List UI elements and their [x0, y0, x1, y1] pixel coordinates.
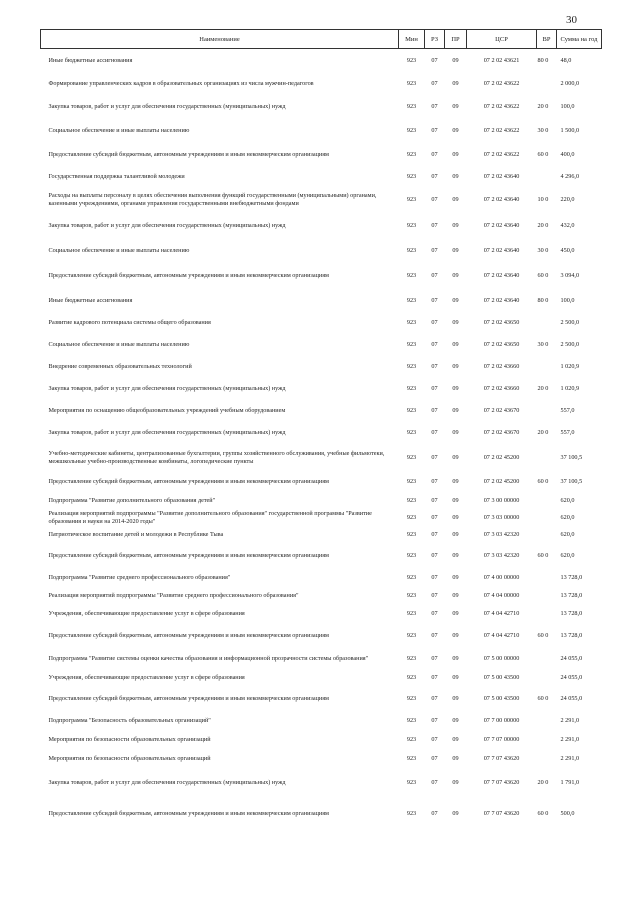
cell-vr: 60 0 [537, 150, 549, 158]
cell-csr: 07 7 07 43620 [483, 779, 520, 786]
cell-rz: 07 [431, 272, 438, 279]
cell-csr: 07 3 03 42320 [483, 552, 520, 559]
cell-csr: 07 4 04 42710 [483, 632, 520, 639]
cell-rz: 07 [431, 531, 438, 538]
cell-rz: 07 [431, 454, 438, 461]
cell-min: 923 [406, 592, 417, 599]
cell-min: 923 [406, 341, 417, 348]
cell-pr: 09 [452, 478, 459, 485]
table-row [41, 263, 602, 289]
table-row [41, 213, 602, 239]
cell-pr: 09 [452, 574, 459, 581]
cell-name: Мероприятия по безопасности образовательных организаций [48, 735, 211, 743]
cell-csr: 07 2 02 45200 [483, 478, 520, 485]
cell-pr: 09 [452, 552, 459, 559]
cell-rz: 07 [431, 592, 438, 599]
cell-vr [537, 493, 557, 509]
table-row [41, 587, 602, 605]
cell-pr: 09 [452, 127, 459, 134]
cell-vr [537, 587, 557, 605]
cell-csr: 07 2 02 43622 [483, 103, 520, 110]
cell-csr: 07 3 03 00000 [483, 514, 520, 521]
cell-name: Закупка товаров, работ и услуг для обеспечения государственных (муниципальных) нужд [48, 102, 286, 110]
cell-vr [537, 569, 557, 587]
cell-pr: 09 [452, 297, 459, 304]
cell-name: Предоставление субсидий бюджетным, автономным учреждениям и иным некоммерческим организациям [48, 477, 329, 485]
cell-csr: 07 5 00 00000 [483, 655, 520, 662]
cell-min: 923 [406, 531, 417, 538]
cell-min: 923 [406, 610, 417, 617]
cell-pr: 09 [452, 810, 459, 817]
cell-csr: 07 7 00 00000 [483, 717, 520, 724]
table-row [41, 49, 602, 73]
cell-pr: 09 [452, 429, 459, 436]
cell-sum: 620,0 [560, 552, 575, 559]
table-row [41, 187, 602, 213]
cell-sum: 1 791,0 [560, 779, 580, 786]
cell-min: 923 [406, 454, 417, 461]
cell-min: 923 [406, 632, 417, 639]
cell-rz: 07 [431, 407, 438, 414]
cell-sum: 37 100,5 [560, 478, 583, 485]
table-row [41, 289, 602, 313]
table-row [41, 357, 602, 377]
cell-sum: 2 291,0 [560, 717, 580, 724]
table-row [41, 569, 602, 587]
cell-min: 923 [406, 717, 417, 724]
cell-csr: 07 4 00 00000 [483, 574, 520, 581]
cell-sum: 1 020,9 [560, 363, 580, 370]
cell-sum: 400,0 [560, 151, 575, 158]
cell-name: Закупка товаров, работ и услуг для обеспечения государственных (муниципальных) нужд [48, 428, 286, 436]
cell-name: Формирование управленческих кадров в образовательных организациях из числа мужчин-педагогов [48, 79, 314, 87]
cell-rz: 07 [431, 755, 438, 762]
cell-csr: 07 2 02 43660 [483, 385, 520, 392]
cell-min: 923 [406, 247, 417, 254]
table-row [41, 401, 602, 421]
cell-min: 923 [406, 363, 417, 370]
cell-vr [537, 73, 557, 95]
cell-sum: 2 000,0 [560, 80, 580, 87]
cell-pr: 09 [452, 717, 459, 724]
cell-sum: 24 055,0 [560, 655, 583, 662]
cell-vr [537, 445, 557, 471]
cell-rz: 07 [431, 674, 438, 681]
cell-min: 923 [406, 779, 417, 786]
cell-name: Подпрограмма "Развитие среднего профессионального образования" [48, 573, 231, 581]
cell-rz: 07 [431, 695, 438, 702]
cell-name: Государственная поддержка талантливой молодежи [48, 172, 185, 180]
cell-name: Внедрение современных образовательных технологий [48, 362, 192, 370]
cell-csr: 07 2 02 43670 [483, 429, 520, 436]
cell-name: Предоставление субсидий бюджетным, автономным учреждениям и иным некоммерческим организациям [48, 271, 329, 279]
cell-sum: 1 500,0 [560, 127, 580, 134]
cell-csr: 07 2 02 43640 [483, 196, 520, 203]
cell-csr: 07 2 02 43640 [483, 222, 520, 229]
cell-vr: 60 0 [537, 551, 549, 559]
cell-sum: 24 055,0 [560, 674, 583, 681]
cell-csr: 07 2 02 43621 [483, 57, 520, 65]
cell-pr: 09 [452, 80, 459, 87]
cell-pr: 09 [452, 497, 459, 504]
cell-min: 923 [406, 407, 417, 414]
table-row [41, 711, 602, 731]
cell-rz: 07 [431, 247, 438, 254]
cell-min: 923 [406, 674, 417, 681]
cell-sum: 500,0 [560, 810, 575, 817]
cell-rz: 07 [431, 514, 438, 521]
cell-vr [537, 731, 557, 749]
cell-vr: 60 0 [537, 477, 549, 485]
cell-name: Предоставление субсидий бюджетным, автономным учреждениям и иным некоммерческим организациям [48, 631, 329, 639]
cell-min: 923 [406, 655, 417, 662]
cell-min: 923 [406, 574, 417, 581]
cell-rz: 07 [431, 574, 438, 581]
table-row [41, 527, 602, 543]
cell-name: Предоставление субсидий бюджетным, автономным учреждениям и иным некоммерческим организациям [48, 551, 329, 559]
cell-min: 923 [406, 514, 417, 521]
cell-min: 923 [406, 272, 417, 279]
table-row [41, 239, 602, 263]
cell-sum: 557,0 [560, 407, 575, 414]
cell-min: 923 [406, 127, 417, 134]
cell-csr: 07 2 02 43640 [483, 272, 520, 279]
cell-sum: 48,0 [560, 57, 572, 65]
header-min: Мин [399, 30, 425, 49]
cell-rz: 07 [431, 779, 438, 786]
cell-pr: 09 [452, 385, 459, 392]
cell-name: Учреждения, обеспечивающие предоставление услуг в сфере образования [48, 673, 245, 681]
cell-csr: 07 2 02 45200 [483, 454, 520, 461]
cell-pr: 09 [452, 363, 459, 370]
cell-pr: 09 [452, 173, 459, 180]
cell-name: Социальное обеспечение и иные выплаты населению [48, 246, 190, 254]
cell-name: Иные бюджетные ассигнования [48, 56, 133, 64]
header-sum: Сумма на год [557, 30, 602, 49]
cell-csr: 07 3 03 42320 [483, 531, 520, 538]
cell-pr: 09 [452, 610, 459, 617]
table-row [41, 749, 602, 769]
cell-rz: 07 [431, 810, 438, 817]
header-csr: ЦСР [467, 30, 537, 49]
cell-rz: 07 [431, 736, 438, 743]
table-row [41, 333, 602, 357]
cell-pr: 09 [452, 319, 459, 326]
cell-vr [537, 669, 557, 687]
cell-csr: 07 2 02 43622 [483, 80, 520, 87]
cell-rz: 07 [431, 222, 438, 229]
cell-name: Предоставление субсидий бюджетным, автономным учреждениям и иным некоммерческим организациям [48, 150, 329, 158]
cell-pr: 09 [452, 407, 459, 414]
cell-name: Реализация мероприятий подпрограммы "Развитие дополнительного образования" государственной программы "Развитие образования и науки на 2014-2020 годы" [48, 509, 372, 525]
cell-vr: 80 0 [537, 56, 549, 64]
table-row [41, 731, 602, 749]
cell-rz: 07 [431, 57, 438, 65]
cell-csr: 07 7 07 43620 [483, 755, 520, 762]
cell-csr: 07 2 02 43650 [483, 341, 520, 348]
cell-vr: 80 0 [537, 296, 549, 304]
cell-min: 923 [406, 297, 417, 304]
cell-name: Закупка товаров, работ и услуг для обеспечения государственных (муниципальных) нужд [48, 778, 286, 786]
cell-pr: 09 [452, 592, 459, 599]
cell-csr: 07 2 02 43650 [483, 319, 520, 326]
cell-sum: 4 296,0 [560, 173, 580, 180]
cell-rz: 07 [431, 610, 438, 617]
cell-csr: 07 2 02 43622 [483, 151, 520, 158]
cell-min: 923 [406, 80, 417, 87]
cell-sum: 557,0 [560, 429, 575, 436]
page-number: 30 [566, 14, 577, 26]
cell-rz: 07 [431, 151, 438, 158]
cell-rz: 07 [431, 173, 438, 180]
cell-min: 923 [406, 319, 417, 326]
cell-sum: 432,0 [560, 222, 575, 229]
cell-min: 923 [406, 755, 417, 762]
cell-min: 923 [406, 695, 417, 702]
cell-sum: 13 728,0 [560, 574, 583, 581]
cell-pr: 09 [452, 531, 459, 538]
cell-pr: 09 [452, 454, 459, 461]
cell-min: 923 [406, 196, 417, 203]
cell-name: Мероприятия по оснащению общеобразовательных учреждений учебным оборудованием [48, 406, 286, 414]
cell-csr: 07 3 00 00000 [483, 497, 520, 504]
cell-pr: 09 [452, 632, 459, 639]
table-row [41, 605, 602, 623]
cell-pr: 09 [452, 736, 459, 743]
cell-rz: 07 [431, 497, 438, 504]
table-row [41, 769, 602, 797]
table-row [41, 143, 602, 167]
cell-rz: 07 [431, 319, 438, 326]
cell-csr: 07 4 04 00000 [483, 592, 520, 599]
cell-vr: 20 0 [537, 384, 549, 392]
cell-name: Развитие кадрового потенциала системы общего образования [48, 318, 211, 326]
cell-csr: 07 2 02 43660 [483, 363, 520, 370]
cell-rz: 07 [431, 363, 438, 370]
cell-csr: 07 7 07 00000 [483, 736, 520, 743]
cell-csr: 07 2 02 43622 [483, 127, 520, 134]
table-row [41, 167, 602, 187]
cell-pr: 09 [452, 514, 459, 521]
cell-csr: 07 5 00 43500 [483, 695, 520, 702]
cell-min: 923 [406, 173, 417, 180]
cell-vr: 60 0 [537, 694, 549, 702]
table-row [41, 313, 602, 333]
cell-name: Социальное обеспечение и иные выплаты населению [48, 126, 190, 134]
cell-sum: 13 728,0 [560, 592, 583, 599]
cell-vr [537, 401, 557, 421]
cell-sum: 24 055,0 [560, 695, 583, 702]
cell-vr: 20 0 [537, 221, 549, 229]
table-row [41, 623, 602, 649]
table-row [41, 509, 602, 527]
cell-name: Иные бюджетные ассигнования [48, 296, 133, 304]
cell-csr: 07 2 02 43640 [483, 173, 520, 180]
cell-sum: 620,0 [560, 497, 575, 504]
cell-vr [537, 167, 557, 187]
cell-name: Закупка товаров, работ и услуг для обеспечения государственных (муниципальных) нужд [48, 384, 286, 392]
cell-pr: 09 [452, 222, 459, 229]
cell-pr: 09 [452, 655, 459, 662]
cell-rz: 07 [431, 341, 438, 348]
cell-vr [537, 357, 557, 377]
cell-sum: 100,0 [560, 103, 575, 110]
cell-rz: 07 [431, 127, 438, 134]
cell-sum: 13 728,0 [560, 610, 583, 617]
cell-vr: 30 0 [537, 246, 549, 254]
cell-csr: 07 5 00 43500 [483, 674, 520, 681]
cell-csr: 07 2 02 43670 [483, 407, 520, 414]
cell-vr [537, 649, 557, 669]
cell-name: Подпрограмма "Безопасность образовательных организаций" [48, 716, 211, 724]
table-row [41, 649, 602, 669]
table-row [41, 687, 602, 711]
cell-vr [537, 509, 557, 527]
table-row [41, 445, 602, 471]
cell-name: Закупка товаров, работ и услуг для обеспечения государственных (муниципальных) нужд [48, 221, 286, 229]
cell-name: Учебно-методические кабинеты, централизованные бухгалтерии, группы хозяйственного обслуживания, учебные фильмотеки, межшкольные учебно-производственные комбинаты, логопедические пункты [48, 449, 385, 465]
cell-pr: 09 [452, 779, 459, 786]
cell-min: 923 [406, 810, 417, 817]
cell-sum: 2 500,0 [560, 341, 580, 348]
table-row [41, 95, 602, 119]
header-name: Наименование [41, 30, 399, 49]
cell-name: Расходы на выплаты персоналу в целях обеспечения выполнения функций государственными (муниципальными) органами, казенными учреждениями, органами управления государственными внебюджетными фондами [48, 191, 377, 207]
cell-sum: 2 291,0 [560, 736, 580, 743]
cell-vr [537, 313, 557, 333]
header-vr: ВР [537, 30, 557, 49]
cell-sum: 13 728,0 [560, 632, 583, 639]
cell-sum: 100,0 [560, 297, 575, 304]
cell-vr: 10 0 [537, 195, 549, 203]
cell-sum: 3 094,0 [560, 272, 580, 279]
table-body [41, 49, 602, 831]
cell-rz: 07 [431, 632, 438, 639]
cell-pr: 09 [452, 272, 459, 279]
cell-pr: 09 [452, 755, 459, 762]
cell-rz: 07 [431, 429, 438, 436]
cell-vr: 30 0 [537, 126, 549, 134]
cell-pr: 09 [452, 151, 459, 158]
cell-pr: 09 [452, 103, 459, 110]
cell-sum: 450,0 [560, 247, 575, 254]
cell-vr: 60 0 [537, 631, 549, 639]
cell-csr: 07 4 04 42710 [483, 610, 520, 617]
cell-sum: 2 291,0 [560, 755, 580, 762]
cell-vr: 20 0 [537, 102, 549, 110]
cell-rz: 07 [431, 385, 438, 392]
cell-min: 923 [406, 429, 417, 436]
cell-min: 923 [406, 478, 417, 485]
header-rz: РЗ [425, 30, 445, 49]
cell-rz: 07 [431, 717, 438, 724]
cell-rz: 07 [431, 478, 438, 485]
cell-pr: 09 [452, 247, 459, 254]
cell-vr [537, 711, 557, 731]
cell-min: 923 [406, 736, 417, 743]
cell-min: 923 [406, 151, 417, 158]
table-header-row [41, 30, 602, 49]
cell-min: 923 [406, 385, 417, 392]
cell-vr: 60 0 [537, 809, 549, 817]
table-row [41, 119, 602, 143]
cell-min: 923 [406, 552, 417, 559]
table-row [41, 669, 602, 687]
cell-vr [537, 527, 557, 543]
cell-vr [537, 749, 557, 769]
cell-sum: 1 020,9 [560, 385, 580, 392]
table-row [41, 797, 602, 831]
cell-csr: 07 2 02 43640 [483, 247, 520, 254]
budget-table [40, 29, 602, 831]
cell-name: Патриотическое воспитание детей и молодежи в Республике Тыва [48, 530, 224, 538]
cell-vr: 60 0 [537, 271, 549, 279]
cell-min: 923 [406, 497, 417, 504]
cell-name: Подпрограмма "Развитие системы оценки качества образования и информационной прозрачности системы образования" [48, 654, 369, 662]
cell-vr: 20 0 [537, 428, 549, 436]
cell-vr: 30 0 [537, 340, 549, 348]
cell-name: Предоставление субсидий бюджетным, автономным учреждениям и иным некоммерческим организациям [48, 694, 329, 702]
cell-sum: 37 100,5 [560, 454, 583, 461]
table-row [41, 421, 602, 445]
cell-name: Реализация мероприятий подпрограммы "Развитие среднего профессионального образования" [48, 591, 299, 599]
cell-pr: 09 [452, 695, 459, 702]
table-row [41, 377, 602, 401]
cell-csr: 07 2 02 43640 [483, 297, 520, 304]
cell-name: Учреждения, обеспечивающие предоставление услуг в сфере образования [48, 609, 245, 617]
cell-sum: 220,0 [560, 196, 575, 203]
cell-sum: 2 500,0 [560, 319, 580, 326]
cell-vr: 20 0 [537, 778, 549, 786]
cell-min: 923 [406, 103, 417, 110]
header-pr: ПР [445, 30, 467, 49]
cell-name: Предоставление субсидий бюджетным, автономным учреждениям и иным некоммерческим организациям [48, 809, 329, 817]
table-row [41, 543, 602, 569]
cell-rz: 07 [431, 196, 438, 203]
cell-min: 923 [406, 222, 417, 229]
cell-pr: 09 [452, 57, 459, 65]
cell-name: Мероприятия по безопасности образовательных организаций [48, 754, 211, 762]
cell-vr [537, 605, 557, 623]
cell-name: Подпрограмма "Развитие дополнительного образования детей" [48, 496, 216, 504]
table-row [41, 73, 602, 95]
cell-pr: 09 [452, 674, 459, 681]
cell-pr: 09 [452, 196, 459, 203]
cell-sum: 620,0 [560, 514, 575, 521]
cell-rz: 07 [431, 552, 438, 559]
cell-rz: 07 [431, 103, 438, 110]
cell-rz: 07 [431, 297, 438, 304]
table-row [41, 493, 602, 509]
cell-min: 923 [406, 57, 417, 65]
cell-rz: 07 [431, 655, 438, 662]
cell-sum: 620,0 [560, 531, 575, 538]
cell-name: Социальное обеспечение и иные выплаты населению [48, 340, 190, 348]
cell-pr: 09 [452, 341, 459, 348]
table-row [41, 471, 602, 493]
cell-csr: 07 7 07 43620 [483, 810, 520, 817]
cell-rz: 07 [431, 80, 438, 87]
